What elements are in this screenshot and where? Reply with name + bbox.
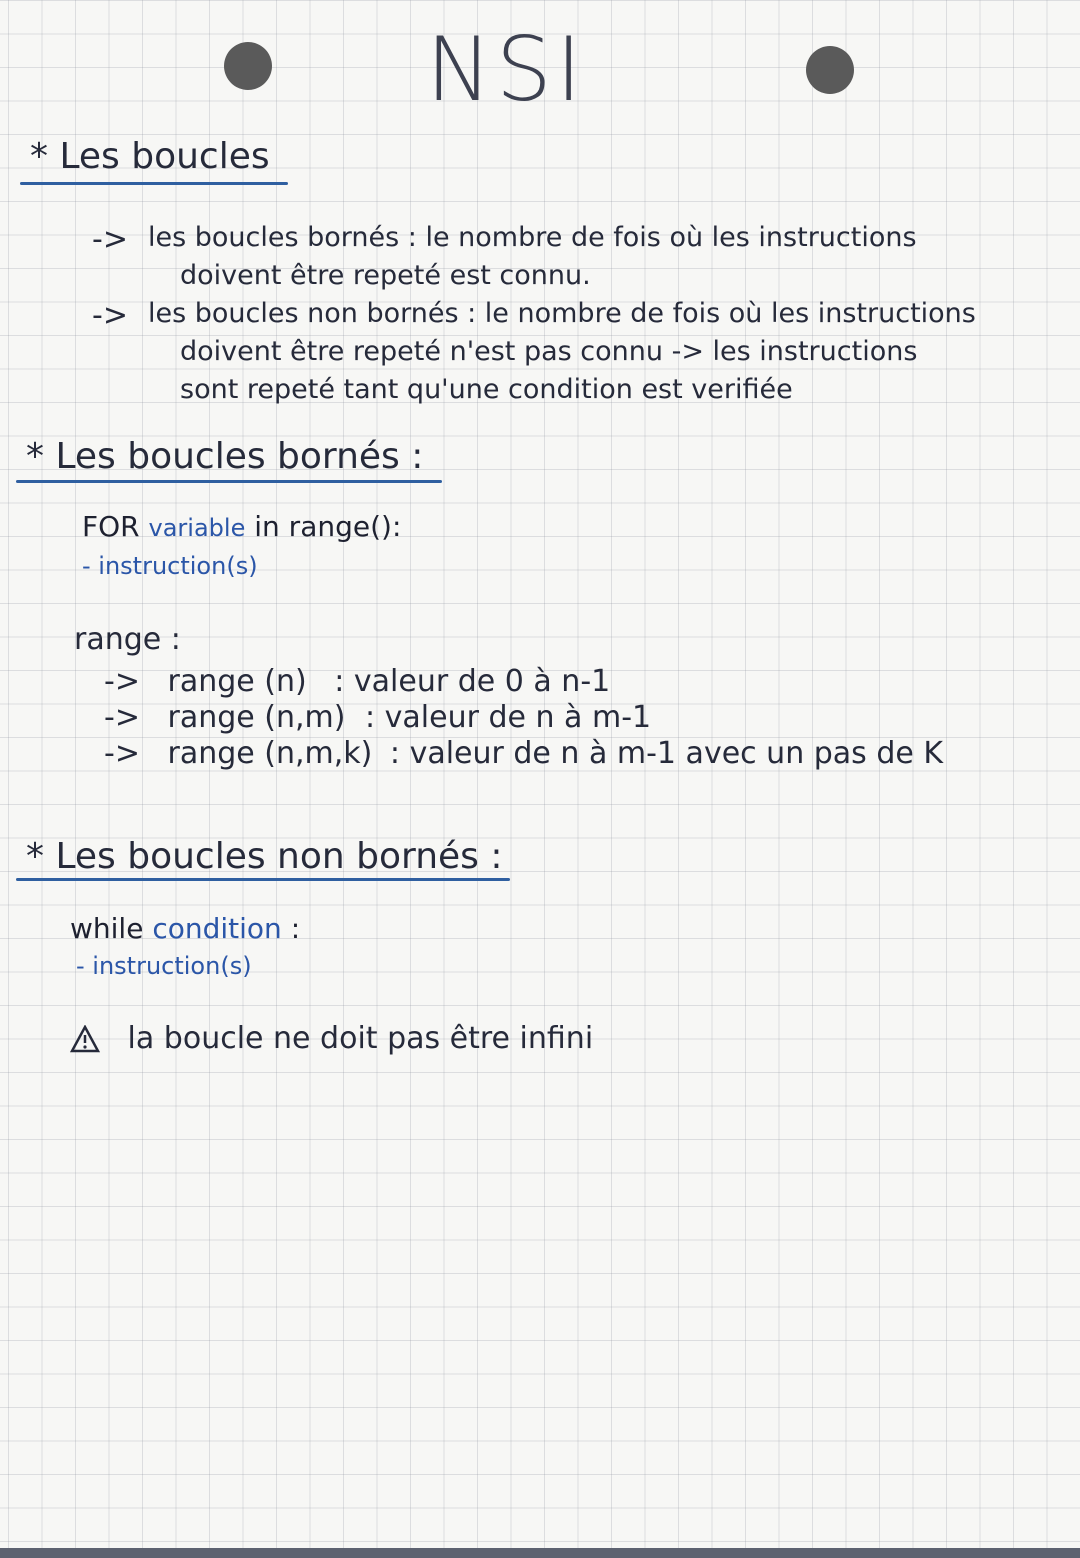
heading-underline: [20, 182, 288, 185]
binder-hole-left: [224, 42, 272, 90]
while-body: - instruction(s): [76, 952, 252, 980]
page-bottom-edge: [0, 1548, 1080, 1558]
while-condition: condition: [152, 912, 282, 945]
list-item-arrow: ->: [92, 222, 128, 257]
range-desc: : valeur de n à m-1 avec un pas de K: [389, 736, 944, 771]
list-item-text: sont repeté tant qu'une condition est verifiée: [180, 374, 793, 405]
range-call: range (n,m,k): [167, 736, 373, 771]
page-title: NSI: [426, 18, 586, 121]
range-arrow: ->: [104, 736, 140, 771]
for-body: - instruction(s): [82, 552, 258, 580]
range-arrow: ->: [104, 664, 140, 699]
warning-line: [70, 1018, 593, 1056]
heading-underline: [16, 480, 442, 483]
section-heading-les-boucles: * Les boucles: [30, 136, 270, 177]
section-heading-boucles-non-bornes: * Les boucles non bornés :: [26, 836, 503, 877]
range-arrow: ->: [104, 700, 140, 735]
while-statement: [70, 912, 300, 945]
warning-triangle-icon: [70, 1018, 100, 1056]
while-keyword: while: [70, 912, 144, 945]
for-rest: in range():: [254, 510, 402, 543]
while-colon: :: [290, 912, 301, 945]
for-variable: variable: [148, 514, 246, 542]
range-label: range :: [74, 622, 181, 657]
range-call: range (n,m): [167, 700, 346, 735]
range-desc: : valeur de n à m-1: [365, 700, 652, 735]
binder-hole-right: [806, 46, 854, 94]
warning-text: la boucle ne doit pas être infini: [127, 1021, 594, 1056]
list-item-text: doivent être repeté n'est pas connu -> les instructions: [180, 336, 918, 367]
for-keyword: FOR: [82, 510, 140, 543]
range-item: [104, 736, 943, 771]
list-item-text: doivent être repeté est connu.: [180, 260, 591, 291]
range-desc: : valeur de 0 à n-1: [334, 664, 611, 699]
list-item-text: les boucles non bornés : le nombre de fois où les instructions: [148, 298, 976, 329]
range-item: [104, 700, 651, 735]
range-call: range (n): [167, 664, 307, 699]
range-item: [104, 664, 610, 699]
section-heading-boucles-bornes: * Les boucles bornés :: [26, 436, 424, 477]
list-item-text: les boucles bornés : le nombre de fois où les instructions: [148, 222, 917, 253]
list-item-arrow: ->: [92, 298, 128, 333]
heading-underline: [16, 878, 510, 881]
for-statement: [82, 510, 401, 543]
